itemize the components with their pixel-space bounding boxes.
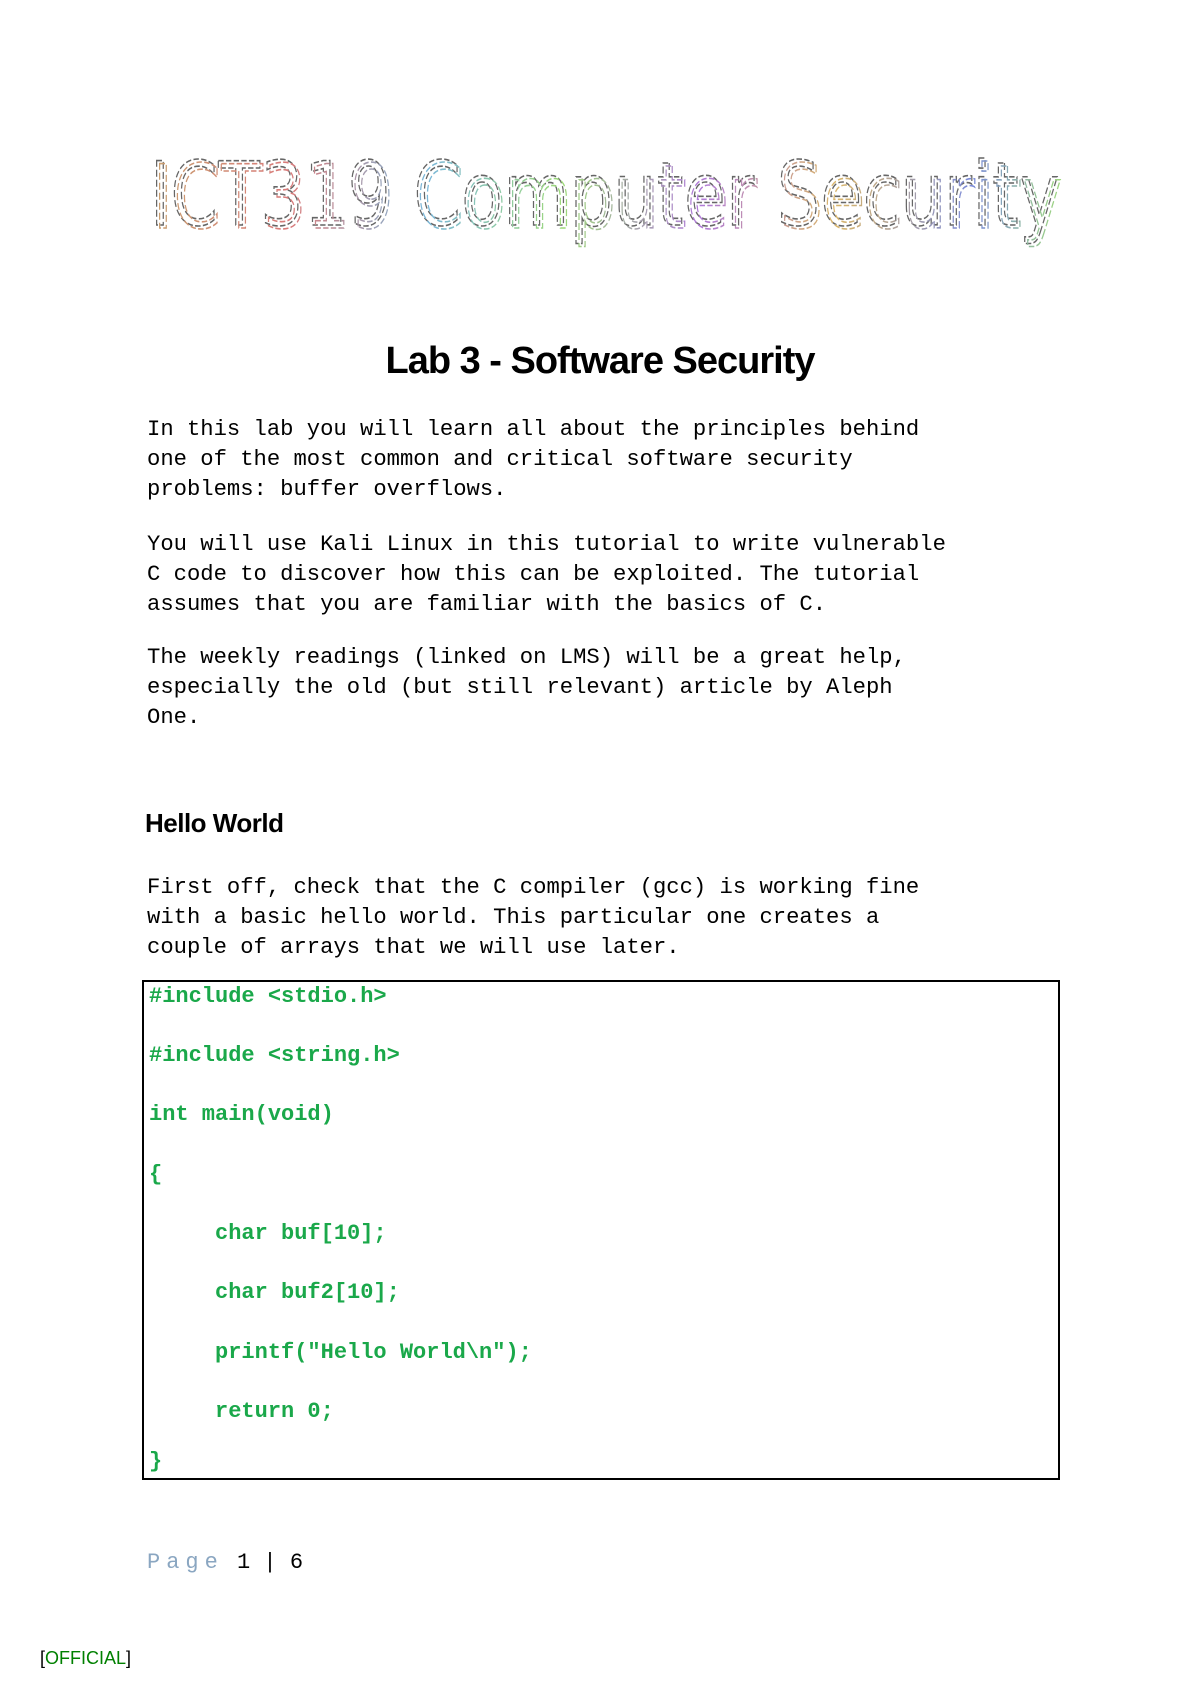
classification-label — [40, 1648, 131, 1669]
code-line: #include <string.h> — [149, 1043, 400, 1068]
course-banner — [150, 140, 1070, 270]
intro-paragraph-1: In this lab you will learn all about the principles behind one of the most common and critical software security problems: buffer overflows. — [147, 417, 920, 502]
bracket-open: [ — [40, 1648, 46, 1668]
banner-text-shadow: ICT319 Computer Security — [153, 146, 1063, 249]
code-line: char buf[10]; — [149, 1221, 387, 1246]
bracket-close: ] — [126, 1648, 132, 1668]
code-block — [142, 980, 1060, 1480]
hello-world-description: First off, check that the C compiler (gcc) is working fine with a basic hello world. This particular one creates a couple of arrays that we will use later. — [147, 875, 920, 960]
code-line: char buf2[10]; — [149, 1280, 400, 1305]
code-line: printf("Hello World\n"); — [149, 1340, 532, 1365]
intro-paragraph-3: The weekly readings (linked on LMS) will be a great help, especially the old (but still relevant) article by Aleph One. — [147, 645, 906, 730]
page-number — [147, 1550, 303, 1575]
code-line: } — [149, 1449, 163, 1474]
code-line: return 0; — [149, 1399, 334, 1424]
page-label: Page — [147, 1550, 224, 1575]
page-count: 1 | 6 — [223, 1550, 304, 1575]
code-line: #include <stdio.h> — [149, 984, 387, 1009]
classification-text: OFFICIAL — [45, 1648, 127, 1668]
section-heading-hello-world: Hello World — [145, 808, 284, 838]
intro-paragraph-2: You will use Kali Linux in this tutorial to write vulnerable C code to discover how this can be exploited. The tutorial assumes that you are familiar with the basics of C. — [147, 532, 946, 617]
code-line: { — [149, 1162, 163, 1187]
code-line: int main(void) — [149, 1102, 334, 1127]
banner-text: ICT319 Computer Security — [150, 143, 1060, 246]
banner-art — [150, 140, 1070, 270]
page-title: Lab 3 - Software Security — [385, 340, 815, 382]
